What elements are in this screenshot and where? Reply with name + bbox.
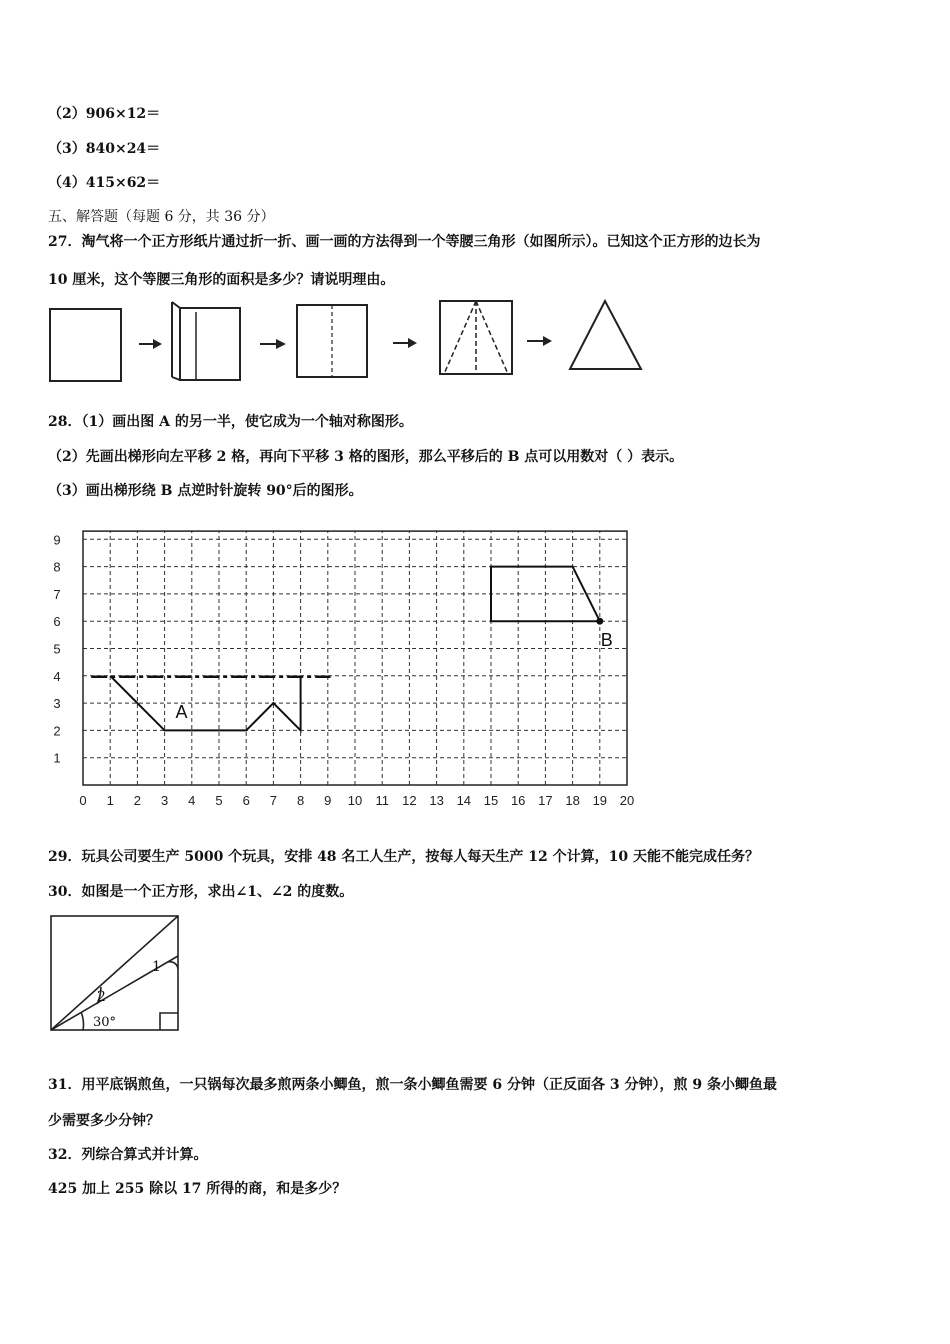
x-tick-label: 12	[402, 793, 417, 808]
point-b	[596, 618, 603, 625]
x-tick-label: 15	[483, 793, 499, 808]
x-tick-label: 1	[106, 793, 114, 808]
q28-line1: 28．（1）画出图 A 的另一半，使它成为一个轴对称图形。	[48, 414, 413, 430]
x-tick-label: 10	[347, 793, 363, 808]
x-tick-label: 11	[375, 793, 389, 808]
grid-lines	[83, 531, 627, 785]
x-tick-label: 4	[188, 793, 196, 808]
angle-2-label: 2	[97, 989, 106, 1005]
x-tick-label: 3	[160, 793, 169, 808]
y-tick-label: 3	[53, 696, 61, 712]
tick-labels	[53, 532, 634, 808]
x-tick-label: 16	[510, 793, 526, 808]
q30-text: 30．如图是一个正方形，求出∠1、∠2 的度数。	[48, 884, 354, 900]
q28-line2: （2）先画出梯形向左平移 2 格，再向下平移 3 格的图形，那么平移后的 B 点可以用数对（ ）表示。	[48, 449, 684, 465]
y-tick-label: 1	[53, 750, 61, 766]
q29-text: 29．玩具公司要生产 5000 个玩具，安排 48 名工人生产，按每人每天生产 12 个计算，10 天能不能完成任务？	[48, 849, 760, 865]
x-tick-label: 13	[429, 793, 444, 808]
q31-line1: 31．用平底锅煎鱼，一只锅每次最多煎两条小鲫鱼，煎一条小鲫鱼需要 6 分钟（正反面各 3 分钟），煎 9 条小鲫鱼最	[48, 1077, 777, 1093]
q32-text: 425 加上 255 除以 17 所得的商，和是多少？	[48, 1181, 347, 1197]
x-tick-label: 2	[133, 793, 142, 808]
y-tick-label: 2	[53, 723, 61, 739]
y-tick-label: 5	[53, 641, 61, 657]
q27-line2: 10 厘米，这个等腰三角形的面积是多少？请说明理由。	[48, 272, 395, 288]
angle-30-label: 30°	[93, 1015, 117, 1030]
y-tick-label: 6	[53, 614, 61, 630]
x-tick-label: 9	[324, 793, 332, 808]
y-tick-label: 7	[53, 586, 61, 602]
x-tick-label: 0	[79, 793, 87, 808]
shape-a-label: A	[175, 702, 188, 723]
y-tick-label: 4	[53, 668, 61, 684]
y-tick-label: 9	[53, 532, 61, 548]
q28-line3: （3）画出梯形绕 B 点逆时针旋转 90°后的图形。	[48, 483, 363, 499]
calc-item-2: （2）906×12＝	[48, 106, 161, 122]
x-tick-label: 19	[592, 793, 608, 808]
q27-line1: 27．淘气将一个正方形纸片通过折一折、画一画的方法得到一个等腰三角形（如图所示）。已知这个正方形的边长为	[48, 234, 761, 250]
calc-item-3: （3）840×24＝	[48, 141, 161, 157]
point-b-label: B	[600, 630, 613, 651]
q31-line2: 少需要多少分钟？	[48, 1113, 160, 1129]
angle-1-label: 1	[152, 959, 161, 975]
x-tick-label: 14	[456, 793, 472, 808]
x-tick-label: 18	[565, 793, 580, 808]
calc-item-4: （4）415×62＝	[48, 175, 161, 191]
square-angle-figure	[45, 912, 185, 1037]
x-tick-label: 6	[242, 793, 250, 808]
x-tick-label: 20	[619, 793, 635, 808]
y-tick-label: 8	[53, 559, 61, 575]
x-tick-label: 8	[296, 793, 305, 808]
x-tick-label: 17	[538, 793, 553, 808]
q32-title: 32．列综合算式并计算。	[48, 1147, 208, 1163]
section-title: 五、解答题（每题 6 分，共 36 分）	[48, 209, 275, 225]
x-tick-label: 7	[269, 793, 278, 808]
x-tick-label: 5	[215, 793, 223, 808]
